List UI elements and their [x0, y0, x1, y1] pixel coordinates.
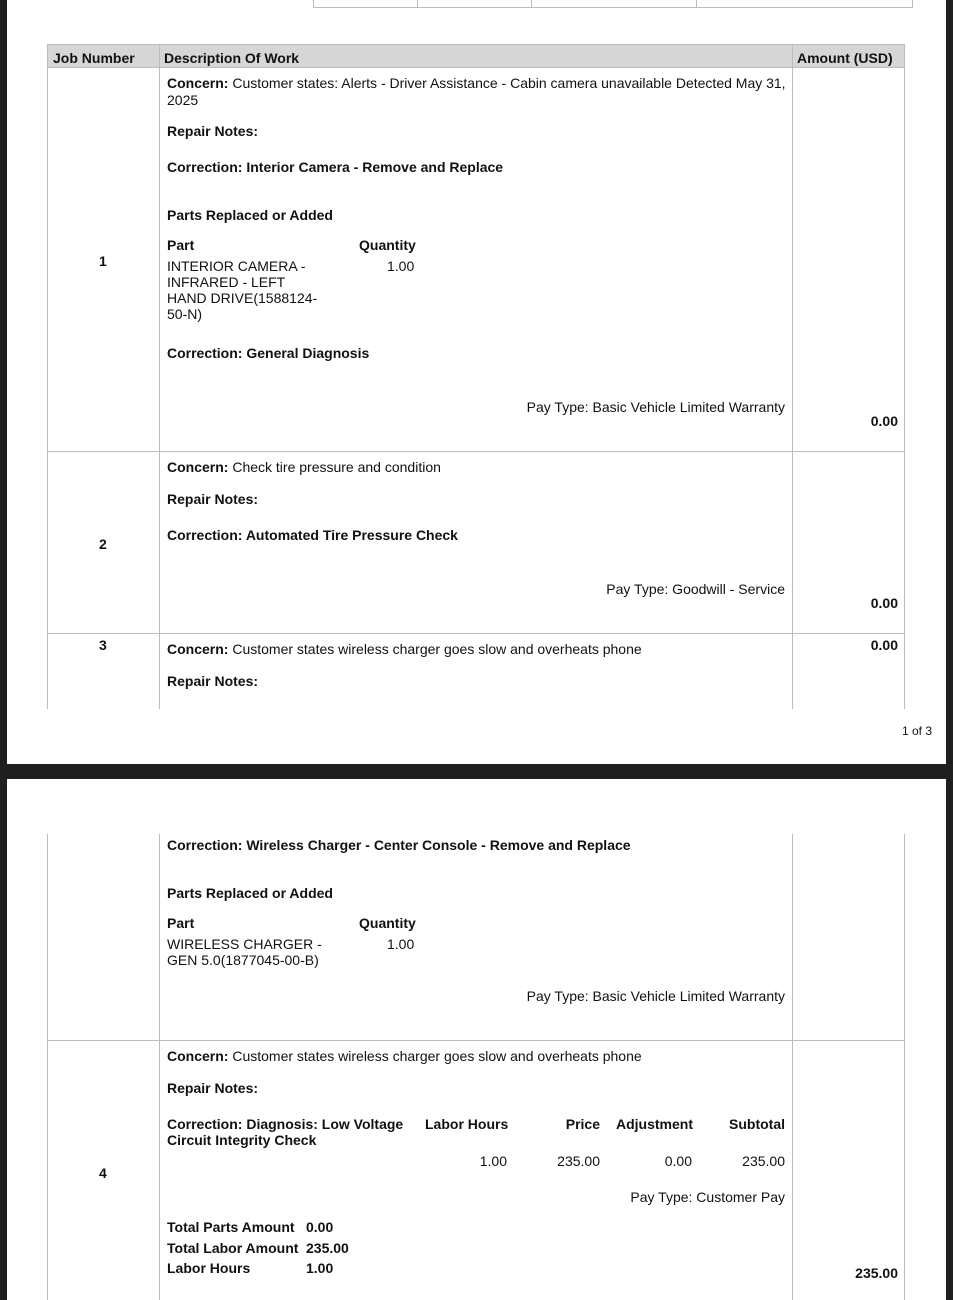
- description-header: Description Of Work: [164, 50, 300, 66]
- adjustment-column-header: Adjustment: [616, 1116, 693, 1132]
- pay-type: Pay Type: Basic Vehicle Limited Warranty: [526, 988, 785, 1004]
- total-labor-value: 235.00: [306, 1240, 349, 1256]
- repair-notes-label: Repair Notes:: [167, 123, 259, 139]
- concern: Concern: Customer states wireless charger goes slow and overheats phone: [167, 1048, 642, 1064]
- table-header-row: [47, 44, 905, 68]
- job-number: 3: [99, 637, 107, 653]
- correction-title: Correction: Diagnosis: Low Voltage Circuit Integrity Check: [167, 1116, 404, 1148]
- document-page-2: [7, 779, 946, 1300]
- labor-hours-value: 1.00: [479, 1153, 507, 1169]
- job-amount: 0.00: [870, 595, 898, 611]
- part-quantity: 1.00: [387, 258, 415, 274]
- price-value: 235.00: [557, 1153, 600, 1169]
- labor-hours-label: Labor Hours: [167, 1260, 251, 1276]
- labor-hours-total-value: 1.00: [306, 1260, 334, 1276]
- subtotal-column-header: Subtotal: [729, 1116, 785, 1132]
- total-parts-label: Total Parts Amount: [167, 1219, 295, 1235]
- pay-type: Pay Type: Customer Pay: [630, 1189, 785, 1205]
- concern: Concern: Customer states wireless charger goes slow and overheats phone: [167, 641, 642, 657]
- quantity-column-header: Quantity: [359, 915, 416, 931]
- concern: Concern: Check tire pressure and condition: [167, 459, 441, 475]
- document-page-1: [7, 0, 946, 764]
- part-name: INTERIOR CAMERA - INFRARED - LEFT HAND DRIVE(1588124- 50-N): [167, 258, 318, 322]
- amount-header: Amount (USD): [797, 50, 893, 66]
- labor-hours-column-header: Labor Hours: [425, 1116, 509, 1132]
- correction-title: Correction: Automated Tire Pressure Check: [167, 527, 458, 543]
- part-column-header: Part: [167, 237, 195, 253]
- job-amount: 235.00: [855, 1265, 898, 1281]
- concern: Concern: Customer states: Alerts - Driver Assistance - Cabin camera unavailable Detected May 31, 2025: [167, 75, 786, 108]
- repair-notes-label: Repair Notes:: [167, 491, 259, 507]
- job-amount: 0.00: [870, 637, 898, 653]
- correction-title: Correction: Interior Camera - Remove and Replace: [167, 159, 504, 175]
- job-number: 4: [99, 1165, 107, 1181]
- total-parts-value: 0.00: [306, 1219, 334, 1235]
- previous-table-fragment: [313, 0, 913, 8]
- repair-notes-label: Repair Notes:: [167, 673, 259, 689]
- repair-notes-label: Repair Notes:: [167, 1080, 259, 1096]
- correction-title: Correction: Wireless Charger - Center Console - Remove and Replace: [167, 837, 631, 853]
- pay-type: Pay Type: Goodwill - Service: [606, 581, 785, 597]
- part-name: WIRELESS CHARGER - GEN 5.0(1877045-00-B): [167, 936, 322, 968]
- quantity-column-header: Quantity: [359, 237, 416, 253]
- part-quantity: 1.00: [387, 936, 415, 952]
- correction-title: Correction: General Diagnosis: [167, 345, 370, 361]
- adjustment-value: 0.00: [664, 1153, 692, 1169]
- part-column-header: Part: [167, 915, 195, 931]
- subtotal-value: 235.00: [742, 1153, 785, 1169]
- page-number: 1 of 3: [901, 724, 932, 738]
- total-labor-label: Total Labor Amount: [167, 1240, 299, 1256]
- parts-heading: Parts Replaced or Added: [167, 885, 333, 901]
- job-number-header: Job Number: [53, 50, 135, 66]
- pay-type: Pay Type: Basic Vehicle Limited Warranty: [526, 399, 785, 415]
- parts-heading: Parts Replaced or Added: [167, 207, 333, 223]
- price-column-header: Price: [565, 1116, 600, 1132]
- job-number: 1: [99, 253, 107, 269]
- job-number: 2: [99, 536, 107, 552]
- job-amount: 0.00: [870, 413, 898, 429]
